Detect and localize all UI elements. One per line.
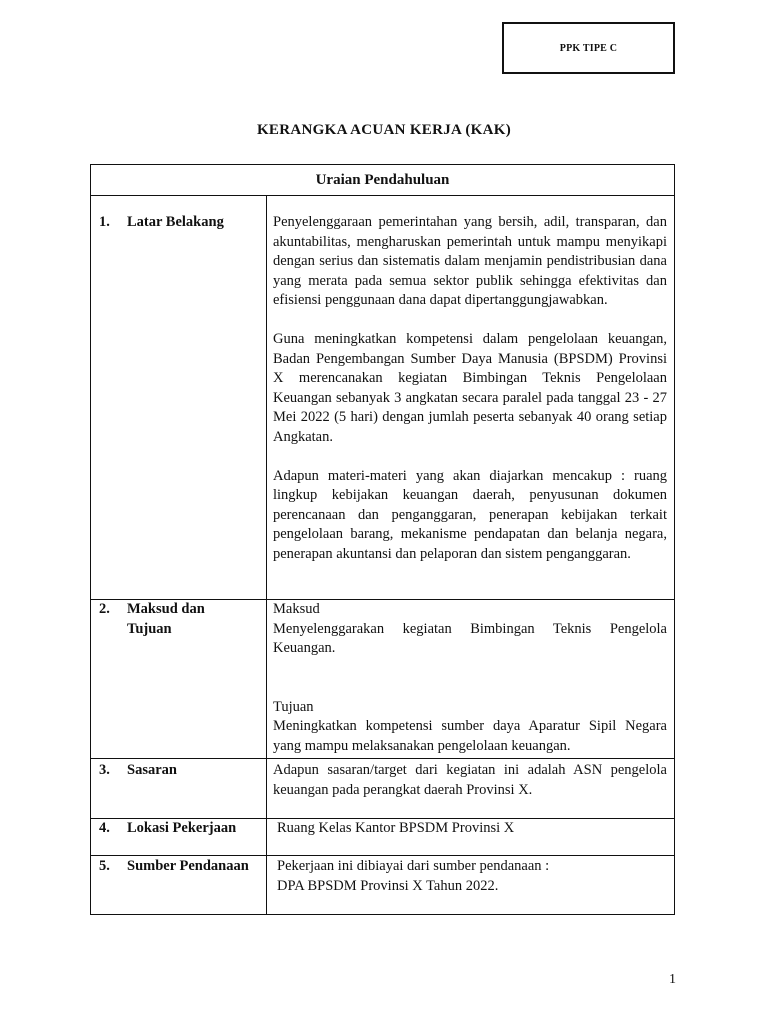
section-number: 2. bbox=[99, 601, 110, 617]
pendanaan-line-2: DPA BPSDM Provinsi X Tahun 2022. bbox=[277, 877, 499, 894]
section-title: Latar Belakang bbox=[127, 214, 224, 230]
section-content-lokasi bbox=[277, 819, 671, 839]
page-number: 1 bbox=[669, 972, 676, 987]
section-content-sumber-pendanaan bbox=[277, 857, 671, 896]
section-number: 4. bbox=[99, 820, 110, 836]
section-number: 1. bbox=[99, 214, 110, 230]
row-divider bbox=[91, 758, 674, 759]
row-divider bbox=[91, 195, 674, 196]
tujuan-heading: Tujuan bbox=[273, 698, 314, 715]
tujuan-text: Meningkatkan kompetensi sumber daya Aparatur Sipil Negara yang mampu melaksanakan pengelolaan keuangan. bbox=[273, 718, 667, 754]
ppk-type-label: PPK TIPE C bbox=[559, 42, 618, 54]
section-content-sasaran bbox=[273, 761, 667, 800]
section-label-sumber-pendanaan bbox=[99, 857, 264, 877]
section-title: Sumber Pendanaan bbox=[127, 858, 249, 874]
section-label-maksud-tujuan bbox=[99, 600, 264, 639]
section-label-latar-belakang bbox=[99, 213, 264, 233]
paragraph: Adapun materi-materi yang akan diajarkan mencakup : ruang lingkup kebijakan keuangan daerah, penyusunan dokumen perencanaan dan penganggaran, penerapan kebijakan terkait pengelolaan barang, mekanisme pendapatan dan belanja negara, penerapan akuntansi dan pelaporan dan sistem penganggaran. bbox=[273, 467, 667, 562]
section-title: Maksud dan Tujuan bbox=[127, 601, 205, 637]
section-number: 5. bbox=[99, 858, 110, 874]
section-label-lokasi bbox=[99, 819, 264, 839]
paragraph: Guna meningkatkan kompetensi dalam pengelolaan keuangan, Badan Pengembangan Sumber Daya Manusia (BPSDM) Provinsi X merencanakan kegiatan Bimbingan Teknis Pengelolaan Keuangan sebanyak 3 angkatan secara paralel pada tanggal 23 - 27 Mei 2022 (5 hari) dengan jumlah peserta sebanyak 40 orang setiap Angkatan. bbox=[273, 331, 667, 445]
row-divider bbox=[91, 855, 674, 856]
section-label-sasaran bbox=[99, 761, 264, 781]
section-title: Lokasi Pekerjaan bbox=[127, 820, 237, 836]
section-title: Sasaran bbox=[127, 762, 177, 778]
maksud-heading: Maksud bbox=[273, 601, 320, 617]
paragraph: Penyelenggaraan pemerintahan yang bersih, adil, transparan, dan akuntabilitas, mengharuskan pemerintah untuk mampu menyikapi dengan serius dan sistematis dalam menjamin pendistribusian dana yang merata pada semua sektor publik sehingga efektivitas dan efisiensi penggunaan dana dapat dipertanggungjawabkan. bbox=[273, 214, 667, 308]
sasaran-text: Adapun sasaran/target dari kegiatan ini adalah ASN pengelola keuangan pada perangkat daerah Provinsi X. bbox=[273, 762, 667, 798]
document-title: KERANGKA ACUAN KERJA (KAK) bbox=[256, 122, 512, 138]
maksud-text: Menyelenggarakan kegiatan Bimbingan Teknis Pengelola Keuangan. bbox=[273, 620, 667, 656]
section-content-maksud-tujuan bbox=[273, 600, 667, 756]
kak-table bbox=[90, 164, 675, 915]
ppk-type-box bbox=[502, 22, 675, 74]
table-header: Uraian Pendahuluan bbox=[315, 171, 450, 188]
lokasi-text: Ruang Kelas Kantor BPSDM Provinsi X bbox=[277, 820, 515, 836]
section-content-latar-belakang bbox=[273, 213, 667, 564]
pendanaan-line-1: Pekerjaan ini dibiayai dari sumber pendanaan : bbox=[277, 858, 550, 874]
section-number: 3. bbox=[99, 762, 110, 778]
column-divider bbox=[266, 195, 267, 915]
